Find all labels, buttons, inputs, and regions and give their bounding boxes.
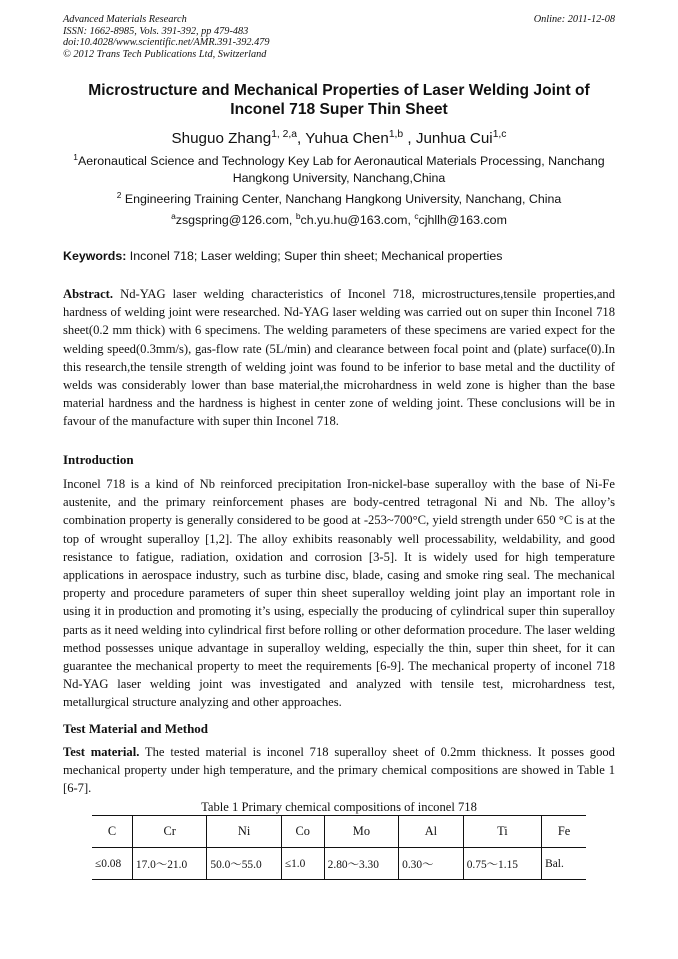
table-header-cell: Mo (324, 816, 398, 848)
table-header-cell: Ni (207, 816, 281, 848)
table-header-row (92, 816, 586, 848)
aff2-sup: 2 (116, 189, 122, 200)
table-header-cell: C (92, 816, 132, 848)
keywords-text: Inconel 718; Laser welding; Super thin sheet; Mechanical properties (126, 249, 503, 263)
table-header-cell: Al (399, 816, 464, 848)
affiliation-2 (63, 191, 615, 208)
introduction-text: Inconel 718 is a kind of Nb reinforced precipitation Iron-nickel-base superalloy with the base of Ni-Fe austenite, and the primary reinforcement phases are body-centred tetragonal Ni and Nb. The alloy’s combination property is generally considered to be good at -253~700°C, yield strength under 650 °C is at the top of wrought superalloy [1,2]. The alloy exhibits reasonably well processability, weldability, and good resistance to fatigue, radiation, oxidation and corrosion [3-5]. It is widely used for high temperature applications in aerospace industry, such as turbine disc, blade, casing and smoke ring seal. The mechanical property and procedure parameters of super thin sheet superalloy welding joint play an important role in using it in production and promoting it’s using, especially the producing of cylindrical super thin superalloy parts as it need welding into cylindrical first before rolling or other deformation procedure. The laser welding method possesses unique advantage in superalloy welding, especially the thin, super thin sheet, for it can guarantee the mechanical property to meet the requirements [6-9]. The mechanical property of inconel 718 Nd-YAG laser welding joint was investigated and analyzed with tensile test, microhardness test, metallurgical structure analyzing and other approaches. (63, 477, 615, 710)
email-b[interactable]: ch.yu.hu@163.com, (300, 213, 415, 227)
table-header-cell: Ti (463, 816, 541, 848)
test-material-heading: Test Material and Method (63, 721, 209, 736)
abstract-label: Abstract. (63, 287, 114, 301)
composition-table (92, 815, 586, 880)
table-caption: Table 1 Primary chemical compositions of inconel 718 (201, 800, 477, 814)
online-date: Online: 2011-12-08 (533, 14, 615, 25)
email-a[interactable]: zsgspring@126.com, (175, 213, 296, 227)
author-sup: 1, 2,a (271, 128, 298, 140)
table-header-cell: Co (281, 816, 324, 848)
email-list (63, 212, 615, 229)
test-material-paragraph (63, 743, 615, 798)
title-line-1: Microstructure and Mechanical Properties of Laser Welding Joint of (88, 82, 590, 99)
page-header (63, 14, 615, 60)
table-header-cell: Fe (542, 816, 586, 848)
table-cell: 2.80～3.30 (324, 848, 398, 880)
test-material-label: Test material. (63, 745, 140, 759)
journal-name: Advanced Materials Research (63, 14, 187, 25)
author-name: Yuhua Chen (305, 130, 389, 147)
keywords-label: Keywords: (63, 249, 127, 263)
aff1-line-1: Aeronautical Science and Technology Key Lab for Aeronautical Materials Processing, Nanchang (77, 154, 605, 168)
table-cell: Bal. (542, 848, 586, 880)
table-cell: 50.0～55.0 (207, 848, 281, 880)
table-cell: ≤0.08 (92, 848, 132, 880)
author-list (63, 130, 615, 147)
author-sup: 1,c (492, 128, 507, 140)
author-name: Junhua Cui (415, 130, 493, 147)
table-cell: 0.30～ (399, 848, 464, 880)
copyright: © 2012 Trans Tech Publications Ltd, Switzerland (63, 48, 267, 60)
email-c[interactable]: cjhllh@163.com (418, 213, 507, 227)
doi: doi:10.4028/www.scientific.net/AMR.391-392.479 (63, 37, 270, 49)
table-cell: ≤1.0 (281, 848, 324, 880)
email-a-sup: a (171, 210, 176, 221)
table-row (92, 848, 586, 880)
author-sep: , (403, 130, 416, 147)
keywords (63, 249, 615, 263)
table-cell: 17.0～21.0 (132, 848, 206, 880)
table-cell: 0.75～1.15 (463, 848, 541, 880)
email-b-sup: b (295, 210, 301, 221)
introduction-heading: Introduction (63, 452, 134, 467)
author-sep: , (297, 130, 306, 147)
issn: ISSN: 1662-8985, Vols. 391-392, pp 479-483 (63, 25, 249, 37)
title-line-2: Inconel 718 Super Thin Sheet (230, 101, 448, 118)
affiliation-1 (63, 153, 615, 187)
author-name: Shuguo Zhang (171, 130, 272, 147)
paper-title (63, 81, 615, 119)
aff1-line-2: Hangkong University, Nanchang,China (232, 171, 446, 185)
aff2-text: Engineering Training Center, Nanchang Hangkong University, Nanchang, China (121, 192, 562, 206)
email-c-sup: c (414, 210, 419, 221)
abstract (63, 285, 615, 431)
author-sup: 1,b (388, 128, 404, 140)
test-material-text: The tested material is inconel 718 superalloy sheet of 0.2mm thickness. It posses good mechanical property under high temperature, and the primary chemical compositions are showed in Table 1 [6-7]. (63, 745, 615, 796)
aff1-sup: 1 (73, 151, 78, 162)
abstract-text: Nd-YAG laser welding characteristics of Inconel 718, microstructures,tensile properties,and hardness of welding joint were researched. Nd-YAG laser welding was carried out on super thin Inconel 718 sheet(0.2 mm thick) with 6 specimens. The welding parameters of these specimens are varied expect for the welding speed(0.3mm/s), gas-flow rate (5L/min) and clearance between focal point and (plate) surface(0).In this research,the tensile strength of welding joint was found to be inferior to base metal and the ductility of welds was considerably lower than base material,the microhardness in weld zone is higher than the base material hardness and the hardness is highest in center zone of welding joint. These conclusions will be in favour of the manufacture with super thin Inconel 718. (63, 287, 615, 429)
table-header-cell: Cr (132, 816, 206, 848)
